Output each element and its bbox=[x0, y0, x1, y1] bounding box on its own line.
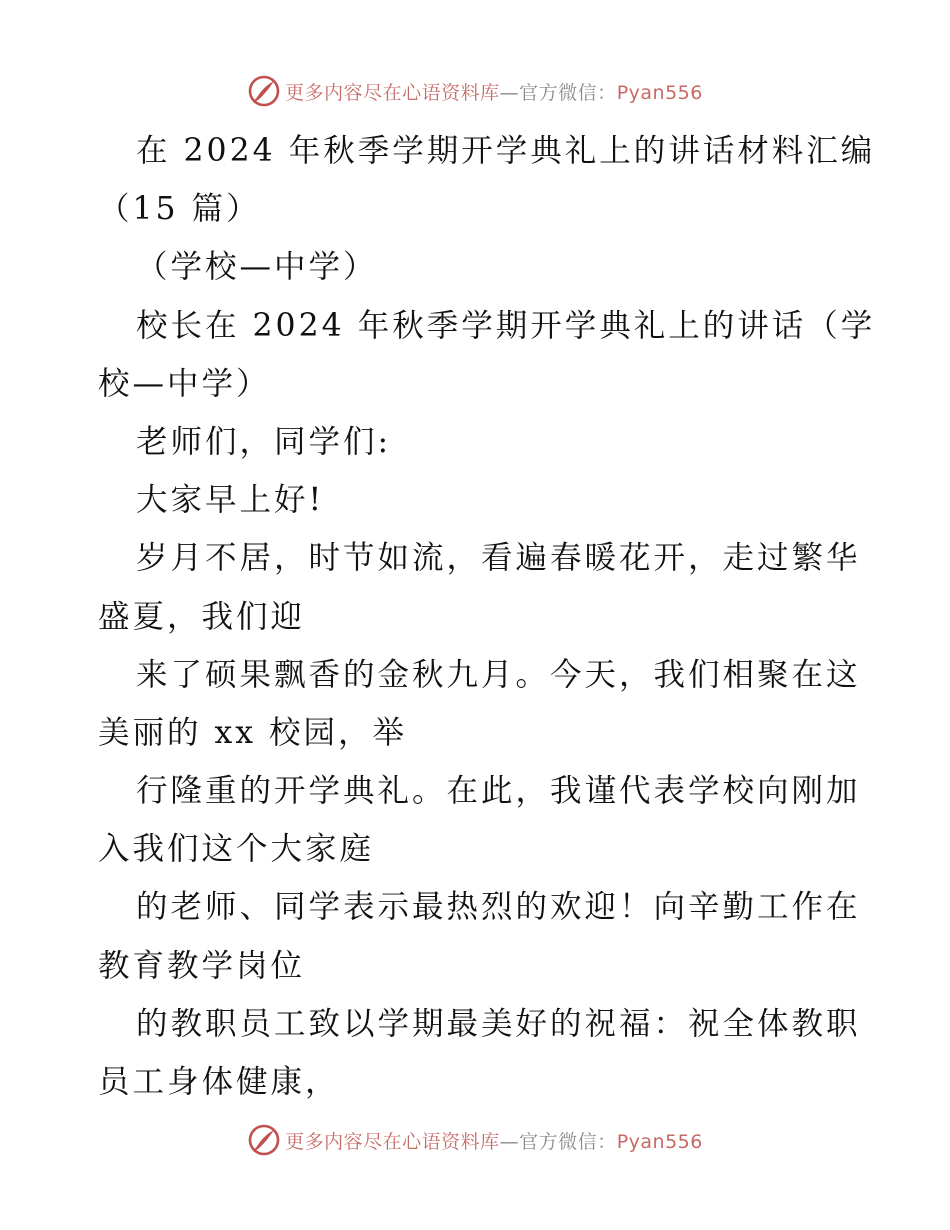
watermark-main: 更多内容尽在心语资料库 bbox=[285, 81, 500, 104]
paragraph-line: 的教职员工致以学期最美好的祝福：祝全体教职 bbox=[136, 1005, 861, 1042]
feather-pen-logo-icon bbox=[247, 74, 281, 108]
paragraph-line: 盛夏，我们迎 bbox=[98, 598, 306, 635]
watermark-text bbox=[285, 1127, 703, 1154]
paragraph-line: 美丽的 xx 校园，举 bbox=[98, 714, 408, 751]
paragraph-line: 教育教学岗位 bbox=[98, 947, 306, 984]
watermark-separator: — bbox=[499, 81, 520, 104]
paragraph-line: 员工身体健康， bbox=[98, 1064, 340, 1100]
greeting: 大家早上好! bbox=[136, 482, 325, 519]
watermark-wechat-id: Pyan556 bbox=[616, 81, 703, 104]
doc-subtitle: （学校—中学） bbox=[136, 249, 378, 286]
watermark-separator: — bbox=[499, 1130, 520, 1153]
document-body bbox=[98, 122, 876, 1111]
header-watermark bbox=[0, 71, 950, 111]
paragraph-line: 行隆重的开学典礼。在此，我谨代表学校向刚加 bbox=[136, 773, 861, 810]
paragraph-line: 的老师、同学表示最热烈的欢迎！向辛勤工作在 bbox=[136, 889, 861, 926]
feather-pen-logo-icon bbox=[247, 1123, 281, 1157]
watermark-wechat-label: 官方微信： bbox=[519, 81, 617, 104]
watermark-wechat-label: 官方微信： bbox=[519, 1130, 617, 1153]
speech-title-line-2: 校—中学） bbox=[98, 365, 271, 402]
paragraph-line: 入我们这个大家庭 bbox=[98, 831, 375, 868]
speech-title-line-1: 校长在 2024 年秋季学期开学典礼上的讲话（学 bbox=[136, 307, 876, 344]
footer-watermark bbox=[0, 1120, 950, 1160]
salutation: 老师们，同学们: bbox=[136, 423, 392, 460]
watermark-main: 更多内容尽在心语资料库 bbox=[285, 1130, 500, 1153]
paragraph-line: 岁月不居，时节如流，看遍春暖花开，走过繁华 bbox=[136, 540, 861, 577]
doc-title-line-1: 在 2024 年秋季学期开学典礼上的讲话材料汇编 bbox=[136, 133, 876, 169]
doc-title-line-2: （15 篇） bbox=[98, 191, 261, 228]
paragraph-line: 来了硕果飘香的金秋九月。今天，我们相聚在这 bbox=[136, 656, 861, 693]
watermark-wechat-id: Pyan556 bbox=[616, 1130, 703, 1153]
watermark-text bbox=[285, 78, 703, 105]
